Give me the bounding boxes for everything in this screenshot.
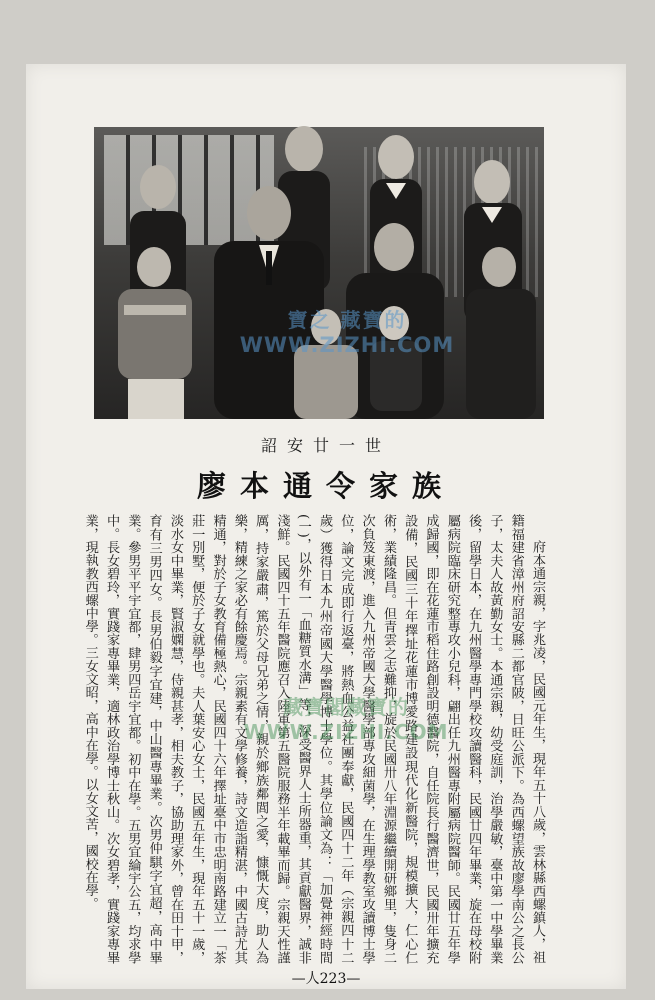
watermark-bottom-text: 藏寶閣藏寶的	[283, 695, 409, 719]
watermark-text: 寶之 藏寶的	[287, 308, 407, 332]
watermark-domain: WWW.ZIZHI.COM	[239, 333, 455, 357]
watermark-bottom-domain: WWW.ZIZHI.COM	[243, 720, 449, 744]
page-title: 廖本通令家族	[196, 469, 455, 503]
biography-text	[82, 514, 548, 964]
page-number: —人223—	[291, 971, 361, 987]
biography-paragraph: 府本通宗親，字兆凌，民國元年生，現年五十八歲，雲林縣西螺鎮人，祖籍福建省漳州府詔安縣二都官陂，日旺公派下。為西螺望族故廖學南公之長公子，太夫人故黃勤女士。本通宗親，幼受庭訓，治學嚴敏，臺中第一中學畢業後，留學日本，在九州醫學專門學校攻讀醫科，民國廿四年畢業，旋在母校附屬病院臨床研究整專攻小兒科，翩出任九州醫專附屬病院醫師。民國廿五年學成歸國，即在花蓮市稻住路創設明德醫院，自任院長行醫濟世，民國卅年擴充設備，民國三十年擇址花蓮市博愛路建設現代化新醫院，規模擴大，仁心仁術，業績隆昌。但青雲之志難抑，旋於民國卅八年淵源繼續開研鄉里，隻身二次負笈東渡，進入九州帝國大學醫學部專攻細菌學，在生理學教室攻讀博士學位，論文完成即行返臺，將熱血公益社團奉獻，民國四十二年（宗親四十二歲）獲得日本九州帝國大學醫學博士學位。其學位論文為：「加覺神經時間(一)，以外有一「血糖質水溝」等，深受醫界人士所器重，其貢獻醫界，誠非淺鮮。民國四十五年醫院應召入陸軍第五醫院服務半年載畢而歸。宗親天性謹厲，持家嚴肅，篤於父母兄弟之情，親於鄉族鄰閭之愛，慷慨大度，助人為樂，精練之家必有餘慶焉。宗親素有文學修養，詩文造詣精湛，中國古詩尤其精通，對於子女教育備極熱心，民國四十六年擇址臺中市忠明南路建立一「茶莊一別墅，便於子女就學也。夫人葉安心女士，民國五年生，現年五十一歲，淡水女中畢業，賢淑嫻慧，侍親甚孝，相夫教子，協助理家外，曾在田十甲，育有三男四女。長男伯毅字宜建，中山醫專畢業。次男仲騏字宜超，高中畢業。參男平平宇宜都，肆男四岳宇宜都。初中在學。五男宜綸宇公五，均求學中。長女碧玲，實踐家專畢業，適林政治學博士秋山。次女碧孝，實踐家專畢業，現執教西螺中學。三女文昭，高中在學。以女文苦，國校在學。	[82, 514, 545, 964]
family-figures	[94, 127, 544, 419]
family-portrait-photo	[94, 127, 544, 419]
document-page	[26, 64, 626, 989]
generation-subtitle: 詔安廿一世	[260, 436, 391, 455]
